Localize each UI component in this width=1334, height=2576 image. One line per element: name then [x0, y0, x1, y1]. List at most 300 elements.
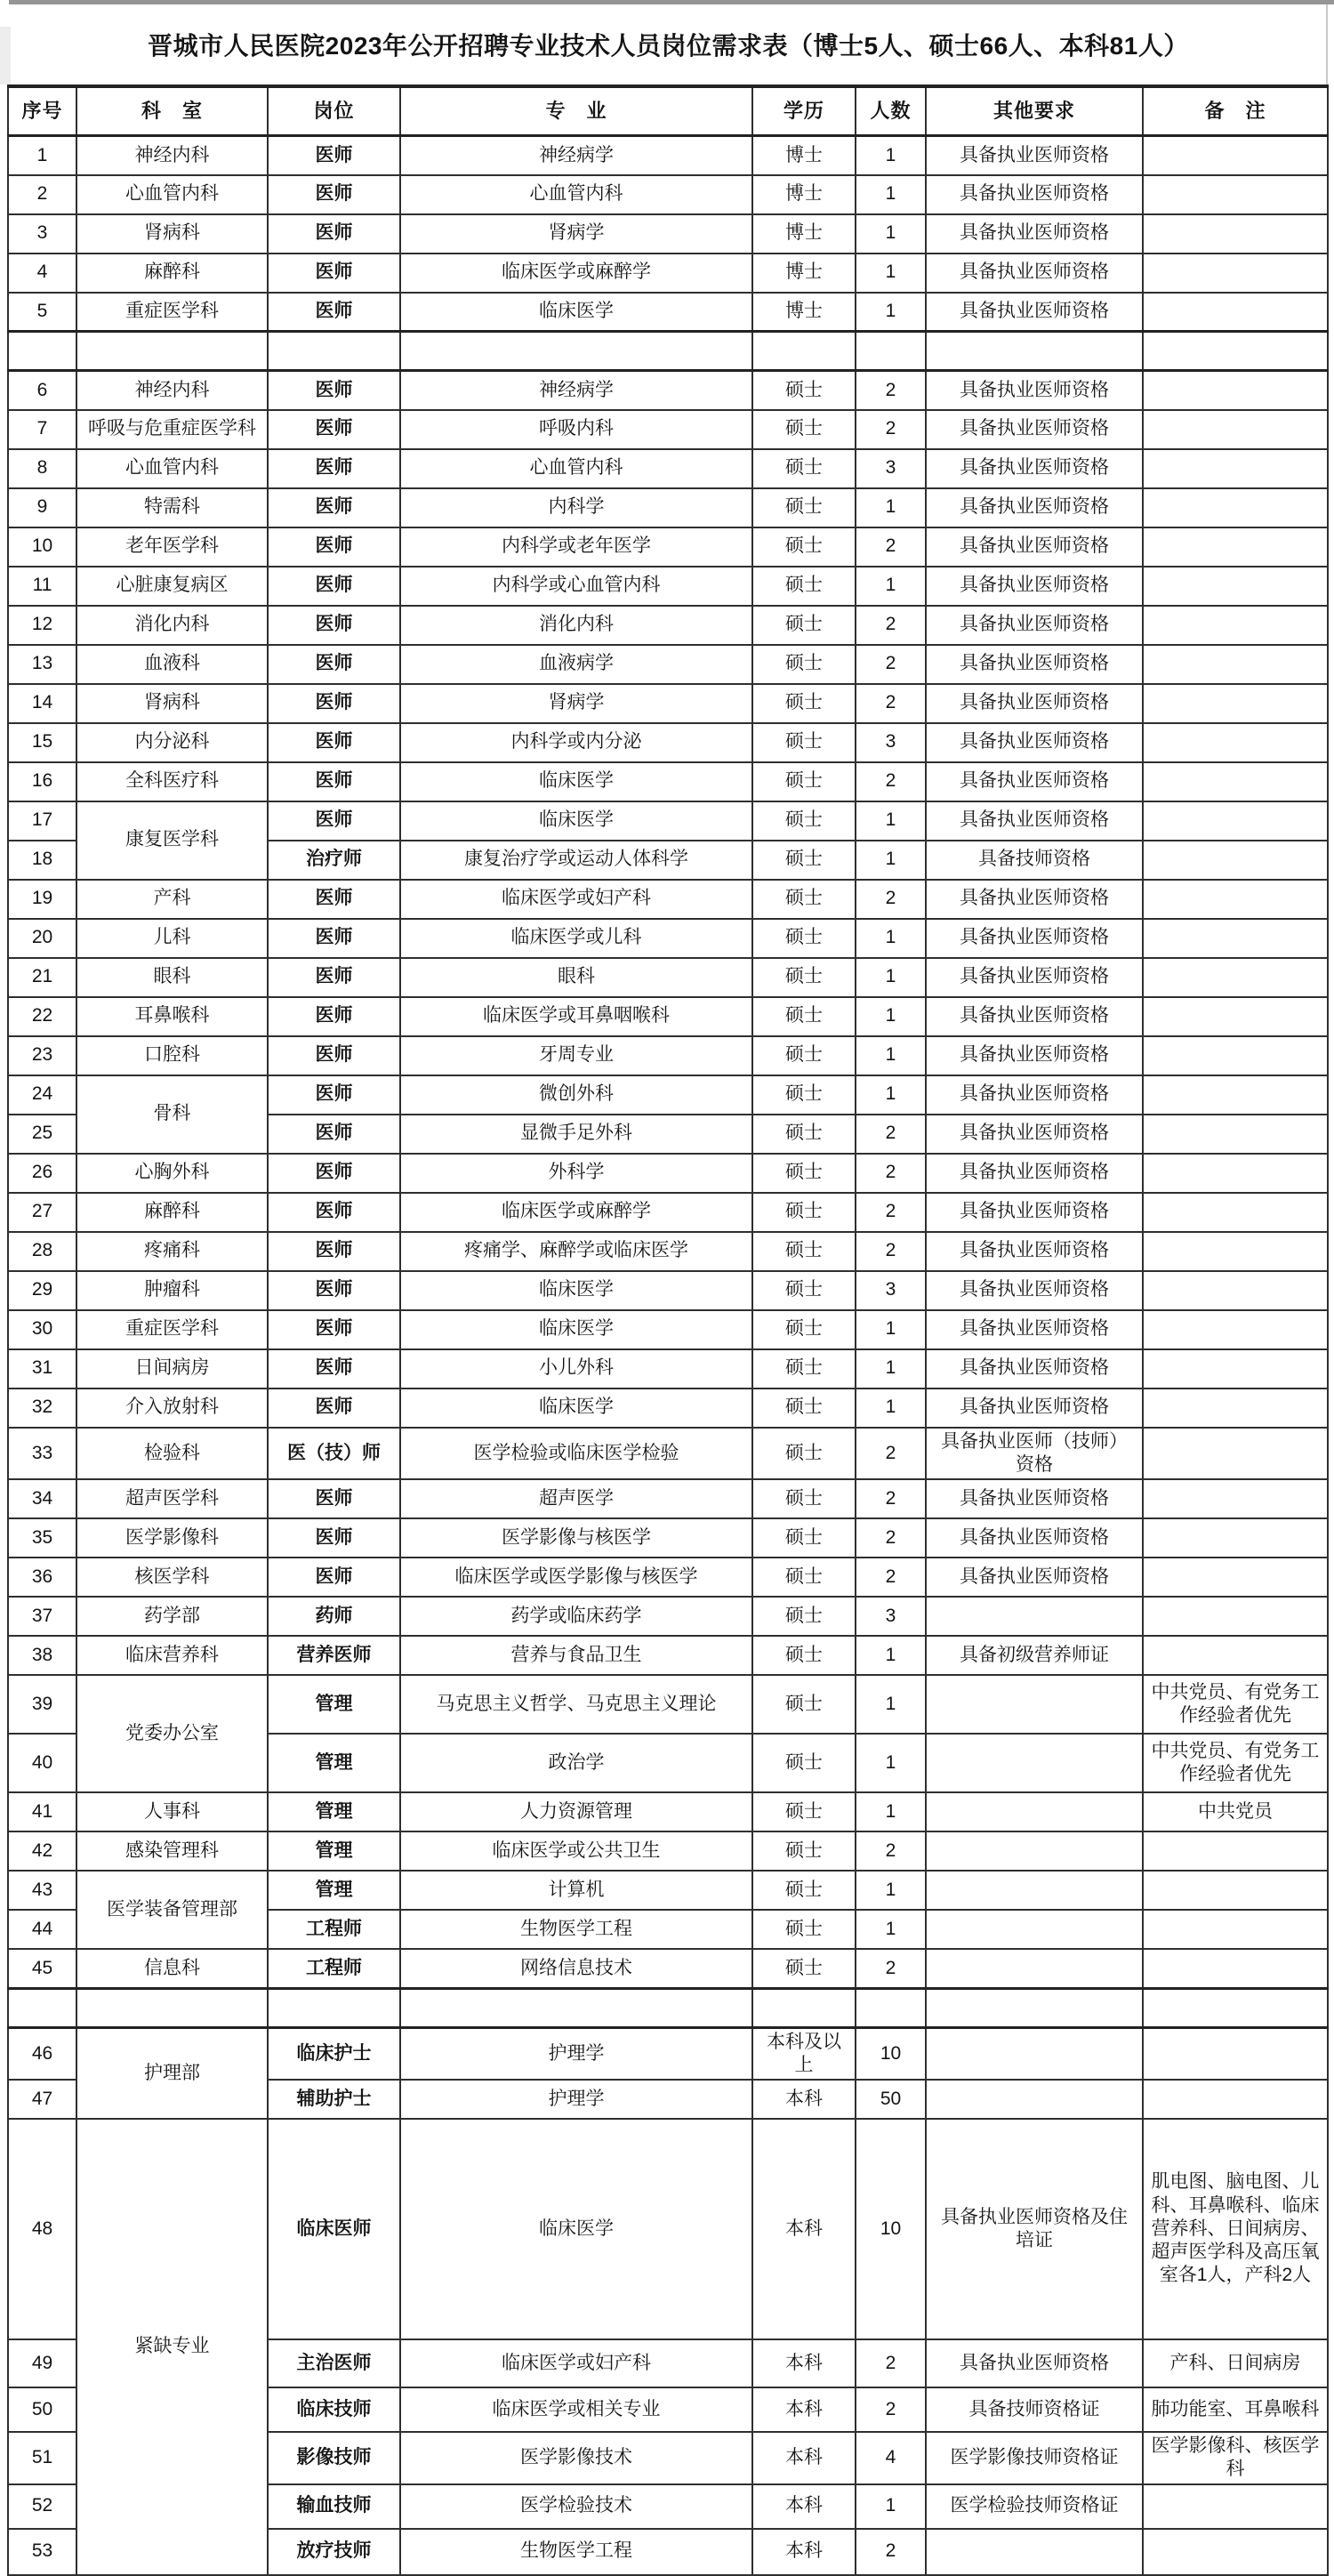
- major-cell: 神经病学: [400, 136, 752, 175]
- department-cell: 临床营养科: [76, 1636, 268, 1675]
- degree-cell: 硕士: [752, 449, 856, 488]
- position-cell: 医师: [268, 1193, 400, 1232]
- requirement-cell: 具备执业医师资格: [926, 2339, 1143, 2387]
- row-number-cell: 46: [8, 2027, 76, 2080]
- position-cell: 医师: [268, 1349, 400, 1389]
- row-number-cell: 52: [8, 2484, 76, 2529]
- remark-cell: [1143, 1154, 1328, 1193]
- department-cell: 人事科: [76, 1792, 268, 1831]
- degree-cell: 本科: [752, 2484, 856, 2529]
- major-cell: 医学影像技术: [400, 2432, 752, 2484]
- degree-cell: 硕士: [752, 919, 856, 958]
- count-cell: 2: [856, 762, 926, 801]
- major-cell: 医学影像与核医学: [400, 1518, 752, 1558]
- table-row: [8, 1349, 1328, 1389]
- position-cell: 医师: [268, 684, 400, 723]
- count-cell: 2: [856, 2387, 926, 2432]
- row-number-cell: 28: [8, 1232, 76, 1271]
- position-cell: 管理: [268, 1792, 400, 1831]
- degree-cell: 硕士: [752, 1949, 856, 1988]
- section-separator-row: [8, 1988, 1328, 2027]
- department-cell: 肾病科: [76, 214, 268, 254]
- department-cell: 血液科: [76, 645, 268, 684]
- position-cell: 医（技）师: [268, 1428, 400, 1480]
- table-row: [8, 1479, 1328, 1518]
- count-cell: 2: [856, 1479, 926, 1518]
- department-cell: 骨科: [76, 1075, 268, 1154]
- department-cell: 耳鼻喉科: [76, 997, 268, 1036]
- requirement-cell: 医学检验技师资格证: [926, 2484, 1143, 2529]
- position-cell: 医师: [268, 1479, 400, 1518]
- degree-cell: 硕士: [752, 606, 856, 645]
- major-cell: 眼科: [400, 958, 752, 997]
- degree-cell: 硕士: [752, 997, 856, 1036]
- degree-cell: 硕士: [752, 1831, 856, 1871]
- count-cell: 1: [856, 1792, 926, 1831]
- row-number-cell: 51: [8, 2432, 76, 2484]
- position-cell: 药师: [268, 1597, 400, 1636]
- count-cell: 4: [856, 2432, 926, 2484]
- major-cell: 血液病学: [400, 645, 752, 684]
- major-cell: 临床医学: [400, 2119, 752, 2339]
- degree-cell: 博士: [752, 136, 856, 175]
- department-cell: 重症医学科: [76, 293, 268, 332]
- requirement-cell: 具备执业医师资格: [926, 175, 1143, 214]
- degree-cell: 硕士: [752, 645, 856, 684]
- row-number-cell: 53: [8, 2529, 76, 2575]
- remark-cell: [1143, 919, 1328, 958]
- requirement-cell: 医学影像技师资格证: [926, 2432, 1143, 2484]
- separator-cell: [8, 1988, 76, 2027]
- degree-cell: 硕士: [752, 723, 856, 762]
- department-cell: 老年医学科: [76, 527, 268, 567]
- count-cell: 1: [856, 1349, 926, 1389]
- remark-cell: [1143, 1389, 1328, 1428]
- major-cell: 人力资源管理: [400, 1792, 752, 1831]
- table-row: [8, 997, 1328, 1036]
- major-cell: 小儿外科: [400, 1349, 752, 1389]
- major-cell: 疼痛学、麻醉学或临床医学: [400, 1232, 752, 1271]
- major-cell: 生物医学工程: [400, 1910, 752, 1949]
- department-cell: 神经内科: [76, 371, 268, 410]
- separator-cell: [1143, 332, 1328, 371]
- requirement-cell: 具备初级营养师证: [926, 1636, 1143, 1675]
- table-row: [8, 1389, 1328, 1428]
- count-cell: 3: [856, 449, 926, 488]
- requirement-cell: 具备执业医师资格: [926, 136, 1143, 175]
- remark-cell: [1143, 606, 1328, 645]
- department-cell: 心血管内科: [76, 175, 268, 214]
- degree-cell: 硕士: [752, 1349, 856, 1389]
- position-cell: 医师: [268, 1232, 400, 1271]
- requirement-cell: [926, 2529, 1143, 2575]
- remark-cell: [1143, 1115, 1328, 1154]
- remark-cell: 中共党员: [1143, 1792, 1328, 1831]
- department-cell: 核医学科: [76, 1558, 268, 1597]
- separator-cell: [926, 332, 1143, 371]
- table-row: [8, 175, 1328, 214]
- major-cell: 临床医学或麻醉学: [400, 254, 752, 293]
- remark-cell: [1143, 527, 1328, 567]
- requirement-cell: 具备执业医师资格: [926, 762, 1143, 801]
- row-number-cell: 27: [8, 1193, 76, 1232]
- major-cell: 临床医学: [400, 1310, 752, 1349]
- header-cell: 科 室: [76, 86, 268, 136]
- requirement-cell: 具备执业医师资格: [926, 723, 1143, 762]
- remark-cell: [1143, 1558, 1328, 1597]
- table-row: [8, 1271, 1328, 1310]
- position-cell: 医师: [268, 410, 400, 449]
- position-cell: 临床技师: [268, 2387, 400, 2432]
- count-cell: 1: [856, 488, 926, 527]
- count-cell: 1: [856, 1910, 926, 1949]
- count-cell: 1: [856, 919, 926, 958]
- count-cell: 1: [856, 254, 926, 293]
- major-cell: 生物医学工程: [400, 2529, 752, 2575]
- row-number-cell: 8: [8, 449, 76, 488]
- department-cell: 重症医学科: [76, 1310, 268, 1349]
- position-cell: 临床医师: [268, 2119, 400, 2339]
- count-cell: 2: [856, 2529, 926, 2575]
- position-cell: 工程师: [268, 1910, 400, 1949]
- header-cell: 学历: [752, 86, 856, 136]
- separator-cell: [752, 1988, 856, 2027]
- table-row: [8, 919, 1328, 958]
- major-cell: 临床医学或相关专业: [400, 2387, 752, 2432]
- count-cell: 2: [856, 1428, 926, 1480]
- table-row: [8, 293, 1328, 332]
- requirement-cell: 具备执业医师资格: [926, 1193, 1143, 1232]
- table-row: [8, 958, 1328, 997]
- separator-cell: [752, 332, 856, 371]
- requirement-cell: 具备执业医师资格: [926, 1036, 1143, 1075]
- row-number-cell: 18: [8, 841, 76, 880]
- row-number-cell: 7: [8, 410, 76, 449]
- degree-cell: 硕士: [752, 1036, 856, 1075]
- row-number-cell: 45: [8, 1949, 76, 1988]
- major-cell: 肾病学: [400, 214, 752, 254]
- table-row: [8, 2027, 1328, 2080]
- row-number-cell: 11: [8, 567, 76, 606]
- degree-cell: 硕士: [752, 1389, 856, 1428]
- degree-cell: 本科: [752, 2119, 856, 2339]
- degree-cell: 本科: [752, 2387, 856, 2432]
- remark-cell: [1143, 684, 1328, 723]
- row-number-cell: 50: [8, 2387, 76, 2432]
- major-cell: 药学或临床药学: [400, 1597, 752, 1636]
- position-cell: 医师: [268, 527, 400, 567]
- remark-cell: [1143, 1075, 1328, 1115]
- major-cell: 计算机: [400, 1871, 752, 1910]
- requirement-cell: 具备执业医师资格: [926, 1271, 1143, 1310]
- remark-cell: [1143, 958, 1328, 997]
- position-cell: 工程师: [268, 1949, 400, 1988]
- degree-cell: 硕士: [752, 567, 856, 606]
- requirement-cell: 具备执业医师资格: [926, 1479, 1143, 1518]
- count-cell: 10: [856, 2119, 926, 2339]
- table-row: [8, 1428, 1328, 1480]
- major-cell: 心血管内科: [400, 175, 752, 214]
- department-cell: 麻醉科: [76, 254, 268, 293]
- requirement-cell: [926, 1871, 1143, 1910]
- position-cell: 影像技师: [268, 2432, 400, 2484]
- count-cell: 1: [856, 2484, 926, 2529]
- recruitment-table: [7, 85, 1329, 2576]
- remark-cell: [1143, 1036, 1328, 1075]
- table-row: [8, 1792, 1328, 1831]
- requirement-cell: 具备执业医师资格: [926, 997, 1143, 1036]
- major-cell: 网络信息技术: [400, 1949, 752, 1988]
- degree-cell: 硕士: [752, 1558, 856, 1597]
- table-row: [8, 1518, 1328, 1558]
- major-cell: 呼吸内科: [400, 410, 752, 449]
- count-cell: 1: [856, 1036, 926, 1075]
- major-cell: 神经病学: [400, 371, 752, 410]
- requirement-cell: 具备执业医师资格: [926, 567, 1143, 606]
- department-cell: 心血管内科: [76, 449, 268, 488]
- department-cell: 心胸外科: [76, 1154, 268, 1193]
- position-cell: 医师: [268, 723, 400, 762]
- table-row: [8, 2119, 1328, 2339]
- position-cell: 医师: [268, 997, 400, 1036]
- separator-cell: [8, 332, 76, 371]
- department-cell: 产科: [76, 880, 268, 919]
- position-cell: 临床护士: [268, 2027, 400, 2080]
- remark-cell: [1143, 567, 1328, 606]
- count-cell: 2: [856, 1115, 926, 1154]
- department-cell: 口腔科: [76, 1036, 268, 1075]
- major-cell: 心血管内科: [400, 449, 752, 488]
- position-cell: 医师: [268, 175, 400, 214]
- major-cell: 医学检验技术: [400, 2484, 752, 2529]
- requirement-cell: 具备执业医师资格: [926, 1389, 1143, 1428]
- requirement-cell: 具备执业医师资格: [926, 801, 1143, 841]
- row-number-cell: 41: [8, 1792, 76, 1831]
- major-cell: 康复治疗学或运动人体科学: [400, 841, 752, 880]
- table-row: [8, 214, 1328, 254]
- row-number-cell: 4: [8, 254, 76, 293]
- position-cell: 医师: [268, 645, 400, 684]
- remark-cell: [1143, 410, 1328, 449]
- department-cell: 护理部: [76, 2027, 268, 2119]
- table-row: [8, 801, 1328, 841]
- header-cell: 其他要求: [926, 86, 1143, 136]
- requirement-cell: 具备执业医师资格: [926, 645, 1143, 684]
- remark-cell: [1143, 645, 1328, 684]
- degree-cell: 硕士: [752, 801, 856, 841]
- degree-cell: 本科: [752, 2529, 856, 2575]
- table-row: [8, 254, 1328, 293]
- position-cell: 营养医师: [268, 1636, 400, 1675]
- row-number-cell: 22: [8, 997, 76, 1036]
- remark-cell: [1143, 1271, 1328, 1310]
- position-cell: 管理: [268, 1734, 400, 1792]
- remark-cell: [1143, 723, 1328, 762]
- major-cell: 外科学: [400, 1154, 752, 1193]
- position-cell: 主治医师: [268, 2339, 400, 2387]
- count-cell: 1: [856, 1389, 926, 1428]
- table-row: [8, 684, 1328, 723]
- degree-cell: 本科: [752, 2432, 856, 2484]
- major-cell: 临床医学或公共卫生: [400, 1831, 752, 1871]
- separator-cell: [268, 1988, 400, 2027]
- department-cell: 康复医学科: [76, 801, 268, 880]
- row-number-cell: 25: [8, 1115, 76, 1154]
- degree-cell: 硕士: [752, 371, 856, 410]
- degree-cell: 硕士: [752, 1597, 856, 1636]
- table-row: [8, 1636, 1328, 1675]
- requirement-cell: 具备执业医师资格: [926, 371, 1143, 410]
- remark-cell: [1143, 1310, 1328, 1349]
- count-cell: 10: [856, 2027, 926, 2080]
- degree-cell: 博士: [752, 293, 856, 332]
- header-cell: 序号: [8, 86, 76, 136]
- position-cell: 管理: [268, 1675, 400, 1734]
- degree-cell: 硕士: [752, 841, 856, 880]
- remark-cell: [1143, 1910, 1328, 1949]
- separator-cell: [1143, 1988, 1328, 2027]
- count-cell: 2: [856, 684, 926, 723]
- degree-cell: 本科: [752, 2339, 856, 2387]
- requirement-cell: [926, 1734, 1143, 1792]
- table-row: [8, 1154, 1328, 1193]
- remark-cell: 中共党员、有党务工作经验者优先: [1143, 1675, 1328, 1734]
- separator-cell: [76, 332, 268, 371]
- row-number-cell: 39: [8, 1675, 76, 1734]
- remark-cell: [1143, 1193, 1328, 1232]
- row-number-cell: 31: [8, 1349, 76, 1389]
- count-cell: 1: [856, 1310, 926, 1349]
- requirement-cell: 具备执业医师资格: [926, 1310, 1143, 1349]
- remark-cell: 肌电图、脑电图、儿科、耳鼻喉科、临床营养科、日间病房、超声医学科及高压氧室各1人，产科2人: [1143, 2119, 1328, 2339]
- department-cell: 医学影像科: [76, 1518, 268, 1558]
- position-cell: 输血技师: [268, 2484, 400, 2529]
- degree-cell: 硕士: [752, 1675, 856, 1734]
- major-cell: 临床医学或儿科: [400, 919, 752, 958]
- major-cell: 临床医学: [400, 293, 752, 332]
- major-cell: 马克思主义哲学、马克思主义理论: [400, 1675, 752, 1734]
- count-cell: 2: [856, 880, 926, 919]
- table-row: [8, 1831, 1328, 1871]
- table-row: [8, 1075, 1328, 1115]
- row-number-cell: 33: [8, 1428, 76, 1480]
- separator-cell: [76, 1988, 268, 2027]
- degree-cell: 硕士: [752, 1232, 856, 1271]
- position-cell: 医师: [268, 214, 400, 254]
- table-header: [8, 86, 1328, 136]
- department-cell: 心脏康复病区: [76, 567, 268, 606]
- degree-cell: 硕士: [752, 488, 856, 527]
- row-number-cell: 42: [8, 1831, 76, 1871]
- remark-cell: [1143, 1479, 1328, 1518]
- requirement-cell: [926, 1792, 1143, 1831]
- remark-cell: [1143, 801, 1328, 841]
- major-cell: 消化内科: [400, 606, 752, 645]
- table-row: [8, 449, 1328, 488]
- degree-cell: 硕士: [752, 1871, 856, 1910]
- requirement-cell: 具备执业医师资格: [926, 1154, 1143, 1193]
- degree-cell: 硕士: [752, 1115, 856, 1154]
- remark-cell: [1143, 841, 1328, 880]
- position-cell: 医师: [268, 1036, 400, 1075]
- remark-cell: [1143, 175, 1328, 214]
- remark-cell: 肺功能室、耳鼻喉科: [1143, 2387, 1328, 2432]
- major-cell: 临床医学: [400, 1271, 752, 1310]
- position-cell: 医师: [268, 801, 400, 841]
- section-separator-row: [8, 332, 1328, 371]
- remark-cell: [1143, 488, 1328, 527]
- requirement-cell: 具备执业医师（技师）资格: [926, 1428, 1143, 1480]
- table-row: [8, 371, 1328, 410]
- row-number-cell: 36: [8, 1558, 76, 1597]
- count-cell: 1: [856, 841, 926, 880]
- requirement-cell: 具备执业医师资格: [926, 449, 1143, 488]
- position-cell: 放疗技师: [268, 2529, 400, 2575]
- degree-cell: 硕士: [752, 1479, 856, 1518]
- major-cell: 内科学或老年医学: [400, 527, 752, 567]
- count-cell: 1: [856, 1636, 926, 1675]
- department-cell: 肿瘤科: [76, 1271, 268, 1310]
- count-cell: 3: [856, 723, 926, 762]
- count-cell: 2: [856, 2339, 926, 2387]
- row-number-cell: 47: [8, 2080, 76, 2119]
- row-number-cell: 16: [8, 762, 76, 801]
- requirement-cell: 具备执业医师资格: [926, 1075, 1143, 1115]
- requirement-cell: 具备执业医师资格: [926, 410, 1143, 449]
- degree-cell: 硕士: [752, 958, 856, 997]
- table-row: [8, 1871, 1328, 1910]
- row-number-cell: 23: [8, 1036, 76, 1075]
- table-row: [8, 645, 1328, 684]
- table-row: [8, 606, 1328, 645]
- department-cell: 超声医学科: [76, 1479, 268, 1518]
- position-cell: 医师: [268, 1115, 400, 1154]
- degree-cell: 硕士: [752, 1910, 856, 1949]
- table-row: [8, 1558, 1328, 1597]
- position-cell: 医师: [268, 1154, 400, 1193]
- degree-cell: 硕士: [752, 762, 856, 801]
- count-cell: 1: [856, 801, 926, 841]
- row-number-cell: 34: [8, 1479, 76, 1518]
- remark-cell: [1143, 1597, 1328, 1636]
- position-cell: 医师: [268, 567, 400, 606]
- degree-cell: 博士: [752, 214, 856, 254]
- row-number-cell: 5: [8, 293, 76, 332]
- position-cell: 辅助护士: [268, 2080, 400, 2119]
- count-cell: 2: [856, 410, 926, 449]
- major-cell: 临床医学: [400, 801, 752, 841]
- remark-cell: [1143, 1831, 1328, 1871]
- header-cell: 岗位: [268, 86, 400, 136]
- department-cell: 检验科: [76, 1428, 268, 1480]
- row-number-cell: 37: [8, 1597, 76, 1636]
- position-cell: 管理: [268, 1831, 400, 1871]
- table-row: [8, 1036, 1328, 1075]
- major-cell: 内科学或内分泌: [400, 723, 752, 762]
- position-cell: 医师: [268, 449, 400, 488]
- position-cell: 医师: [268, 1558, 400, 1597]
- major-cell: 临床医学: [400, 762, 752, 801]
- table-row: [8, 723, 1328, 762]
- page-left-margin: [0, 27, 11, 85]
- count-cell: 2: [856, 371, 926, 410]
- separator-cell: [856, 332, 926, 371]
- count-cell: 2: [856, 1831, 926, 1871]
- header-cell: 专 业: [400, 86, 752, 136]
- count-cell: 1: [856, 214, 926, 254]
- requirement-cell: 具备执业医师资格: [926, 919, 1143, 958]
- requirement-cell: 具备执业医师资格: [926, 684, 1143, 723]
